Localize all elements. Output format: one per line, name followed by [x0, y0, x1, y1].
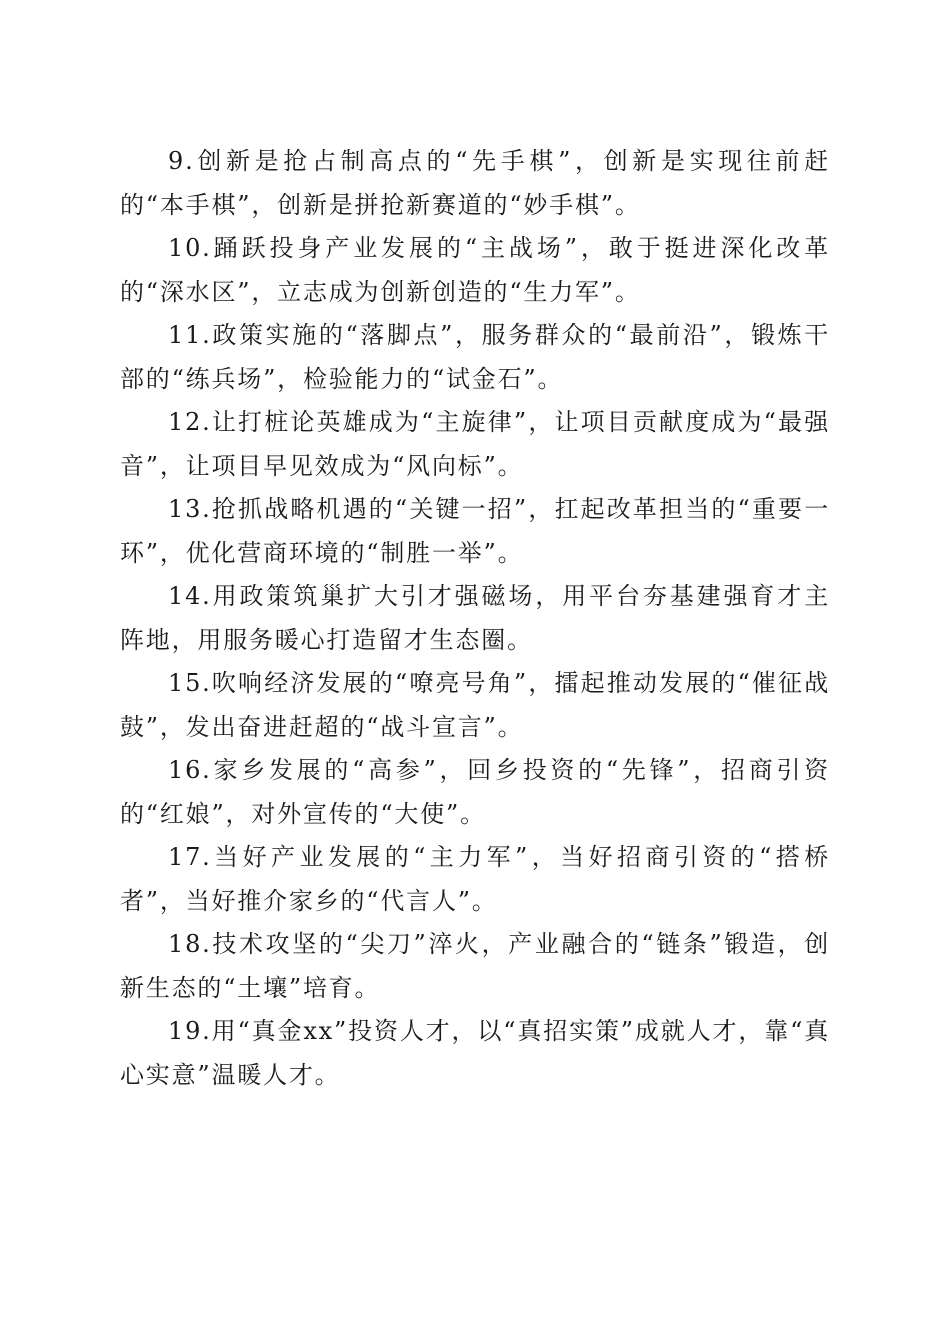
paragraph-15: 15.吹响经济发展的“嘹亮号角”，擂起推动发展的“催征战鼓”，发出奋进赶超的“战斗宣言”。	[120, 669, 830, 741]
document-body	[120, 140, 830, 1097]
paragraph-18: 18.技术攻坚的“尖刀”淬火，产业融合的“链条”锻造，创新生态的“土壤”培育。	[120, 930, 830, 1002]
paragraph-10: 10.踊跃投身产业发展的“主战场”，敢于挺进深化改革的“深水区”，立志成为创新创造的“生力军”。	[120, 234, 830, 306]
paragraph-13: 13.抢抓战略机遇的“关键一招”，扛起改革担当的“重要一环”，优化营商环境的“制胜一举”。	[120, 495, 830, 567]
paragraph-14: 14.用政策筑巢扩大引才强磁场，用平台夯基建强育才主阵地，用服务暖心打造留才生态圈。	[120, 582, 830, 654]
paragraph-16: 16.家乡发展的“高参”，回乡投资的“先锋”，招商引资的“红娘”，对外宣传的“大使”。	[120, 756, 830, 828]
paragraph-11: 11.政策实施的“落脚点”，服务群众的“最前沿”，锻炼干部的“练兵场”，检验能力的“试金石”。	[120, 321, 830, 393]
paragraph-19: 19.用“真金xx”投资人才，以“真招实策”成就人才，靠“真心实意”温暖人才。	[120, 1017, 830, 1089]
paragraph-12: 12.让打桩论英雄成为“主旋律”，让项目贡献度成为“最强音”，让项目早见效成为“风向标”。	[120, 408, 830, 480]
paragraph-9: 9.创新是抢占制高点的“先手棋”，创新是实现往前赶的“本手棋”，创新是拼抢新赛道的“妙手棋”。	[120, 147, 830, 219]
paragraph-17: 17.当好产业发展的“主力军”，当好招商引资的“搭桥者”，当好推介家乡的“代言人”。	[120, 843, 830, 915]
